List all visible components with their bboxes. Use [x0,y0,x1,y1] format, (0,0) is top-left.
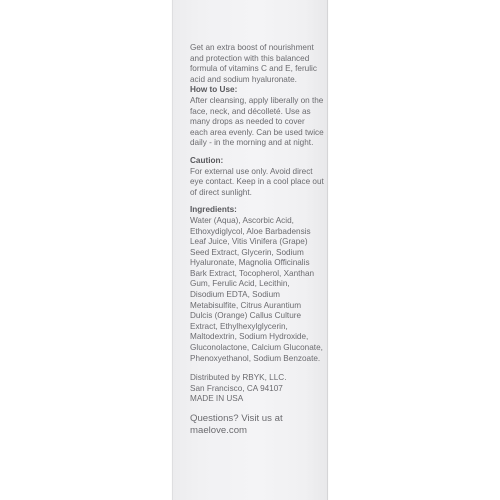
website-text: maelove.com [190,425,248,437]
address-line: San Francisco, CA 94107 [190,383,283,393]
how-to-use-section [190,85,324,149]
distributor-line: Distributed by RBYK, LLC. [190,373,287,383]
caution-heading: Caution: [190,155,224,165]
product-box-side-panel [172,0,328,500]
box-left-edge [172,0,173,500]
box-right-edge [327,0,328,500]
how-to-use-heading: How to Use: [190,85,238,95]
ingredients-heading: Ingredients: [190,205,237,215]
questions-text: Questions? Visit us at [190,413,283,424]
distributor-block [190,373,324,405]
made-in-line: MADE IN USA [190,394,244,404]
how-to-use-text: After cleansing, apply liberally on the face, neck, and décolleté. Use as many drops as needed to cover each area evenly. Can be used twice daily - in the morning and at night. [190,95,324,148]
ingredients-text: Water (Aqua), Ascorbic Acid, Ethoxydiglycol, Aloe Barbadensis Leaf Juice, Vitis Vinifera (Grape) Seed Extract, Glycerin, Sodium Hyaluronate, Magnolia Officinalis Bark Extract, Tocopherol, Xanthan Gum, Ferulic Acid, Lecithin, Disodium EDTA, Sodium Metabisulfite, Citrus Aurantium Dulcis (Orange) Callus Culture Extract, Ethylhexylglycerin, Maltodextrin, Sodium Hydroxide, Gluconolactone, Calcium Gluconate, Phenoxyethanol, Sodium Benzoate. [190,215,323,363]
questions-block [190,413,324,438]
caution-section [190,156,324,198]
box-label-text [190,43,324,438]
intro-text: Get an extra boost of nourishment and protection with this balanced formula of vitamins C and E, ferulic acid and sodium hyaluronate. [190,43,317,84]
ingredients-section [190,205,324,364]
caution-text: For external use only. Avoid direct eye contact. Keep in a cool place out of direct sunlight. [190,166,324,197]
